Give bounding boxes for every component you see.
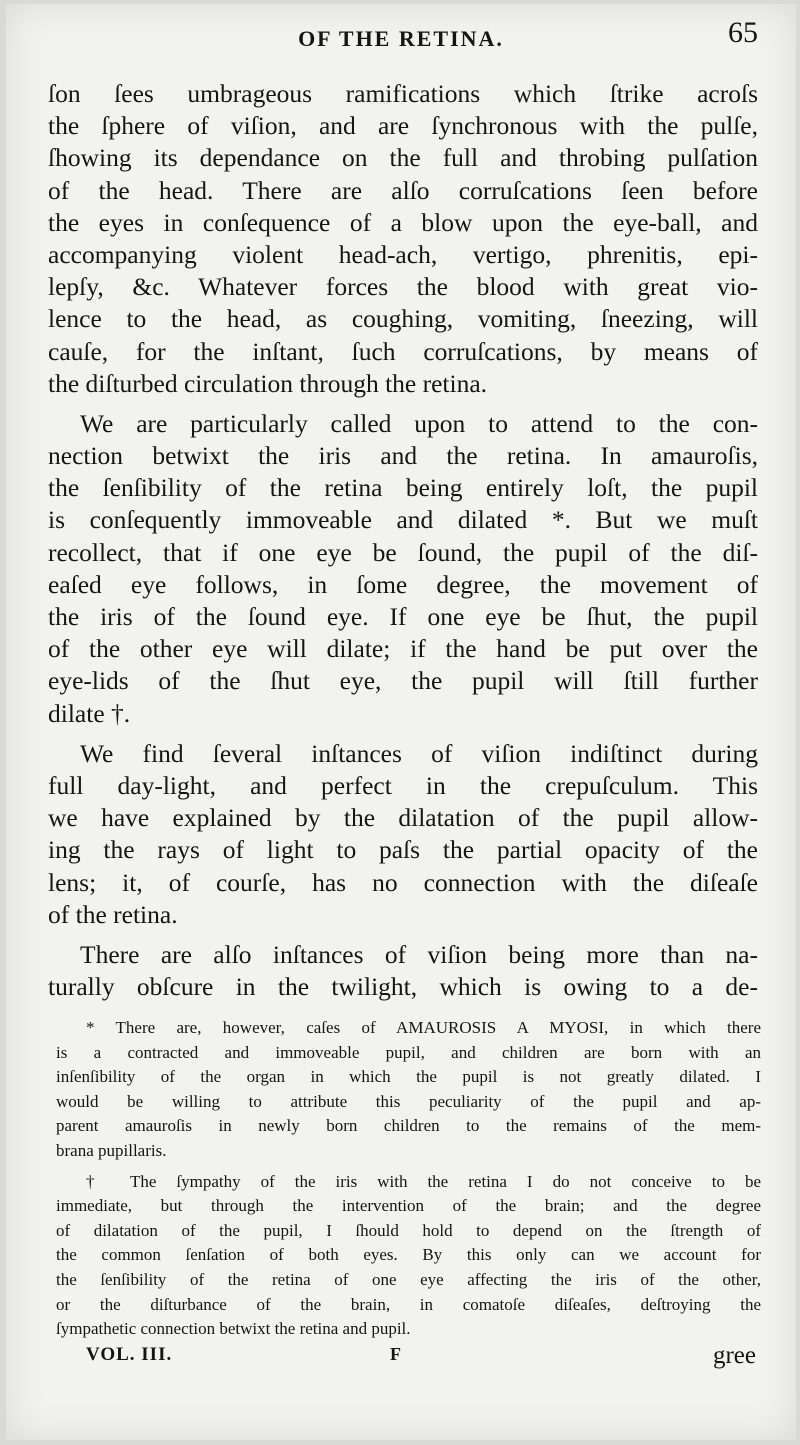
- body-line: the ſenſibility of the retina being entirely loſt, the pupil: [48, 473, 758, 503]
- body-line: turally obſcure in the twilight, which is owing to a de-: [48, 972, 758, 1002]
- footnote-line: or the diſturbance of the brain, in comatoſe diſeaſes, deſtroying the: [56, 1294, 761, 1314]
- footnote-line: inſenſibility of the organ in which the pupil is not greatly dilated. I: [56, 1067, 761, 1087]
- body-line: of the other eye will dilate; if the hand be put over the: [48, 634, 758, 664]
- footnote-line: the ſenſibility of the retina of one eye affecting the iris of the other,: [56, 1269, 761, 1289]
- footnote-line: † The ſympathy of the iris with the retina I do not conceive to be: [86, 1171, 761, 1191]
- body-line: we have explained by the dilatation of the pupil allow-: [48, 803, 758, 833]
- footnote-line: is a contracted and immoveable pupil, and children are born with an: [56, 1042, 761, 1062]
- body-line: We are particularly called upon to attend to the con-: [80, 408, 758, 438]
- catchword: gree: [712, 1342, 756, 1369]
- footnote-line: the common ſenſation of both eyes. By this only can we account for: [56, 1245, 761, 1265]
- body-line: We find ſeveral inſtances of viſion indiſtinct during: [80, 738, 758, 768]
- body-line: the iris of the ſound eye. If one eye be ſhut, the pupil: [48, 602, 758, 631]
- body-line: eaſed eye follows, in ſome degree, the movement of: [48, 569, 758, 599]
- body-line: the diſturbed circulation through the retina.: [48, 368, 488, 398]
- body-line: ſhowing its dependance on the full and throbing pulſation: [48, 143, 758, 173]
- body-line: lens; it, of courſe, has no connection with the diſeaſe: [48, 867, 758, 897]
- body-line: full day-light, and perfect in the crepuſculum. This: [48, 770, 758, 800]
- body-line: the ſphere of viſion, and are ſynchronous with the pulſe,: [48, 111, 758, 141]
- footnote-line: * There are, however, caſes of AMAUROSIS A MYOSI, in which there: [86, 1018, 761, 1037]
- footnotes: [56, 1016, 761, 1342]
- body-text: [48, 78, 758, 1003]
- body-line: nection betwixt the iris and the retina. In amauroſis,: [48, 441, 758, 471]
- body-line: ing the rays of light to paſs the partial opacity of the: [48, 835, 758, 865]
- volume-label: VOL. III.: [86, 1344, 173, 1365]
- running-head: OF THE RETINA.: [298, 26, 504, 51]
- footnote-line: of dilatation of the pupil, I ſhould hold to depend on the ſtrength of: [56, 1220, 761, 1240]
- book-page: [6, 4, 796, 1440]
- body-line: accompanying violent head-ach, vertigo, phrenitis, epi-: [48, 239, 758, 269]
- body-line: eye-lids of the ſhut eye, the pupil will ſtill further: [48, 666, 758, 696]
- body-line: the eyes in conſequence of a blow upon the eye-ball, and: [48, 207, 758, 237]
- footnote-line: immediate, but through the intervention of the brain; and the degree: [56, 1196, 761, 1216]
- body-line: lepſy, &c. Whatever forces the blood with great vio-: [48, 272, 758, 302]
- footnote-line: parent amauroſis in newly born children to the remains of the mem-: [56, 1116, 761, 1136]
- body-line: There are alſo inſtances of viſion being more than na-: [80, 939, 758, 969]
- footnote-line: ſympathetic connection betwixt the retina and pupil.: [56, 1319, 411, 1339]
- body-line: lence to the head, as coughing, vomiting, ſneezing, will: [48, 304, 758, 334]
- body-line: is conſequently immoveable and dilated *. But we muſt: [48, 505, 758, 535]
- body-line: ſon ſees umbrageous ramifications which ſtrike acroſs: [48, 79, 758, 108]
- body-line: recollect, that if one eye be ſound, the pupil of the diſ-: [48, 537, 758, 567]
- body-line: of the retina.: [48, 899, 178, 929]
- page-number: 65: [728, 16, 758, 49]
- footnote-line: would be willing to attribute this peculiarity of the pupil and ap-: [56, 1091, 761, 1111]
- body-line: cauſe, for the inſtant, ſuch corruſcations, by means of: [48, 336, 758, 366]
- body-line: of the head. There are alſo corruſcations ſeen before: [48, 175, 758, 205]
- footnote-line: brana pupillaris.: [56, 1140, 167, 1160]
- signature-mark: F: [390, 1344, 401, 1364]
- body-line: dilate †.: [48, 698, 131, 728]
